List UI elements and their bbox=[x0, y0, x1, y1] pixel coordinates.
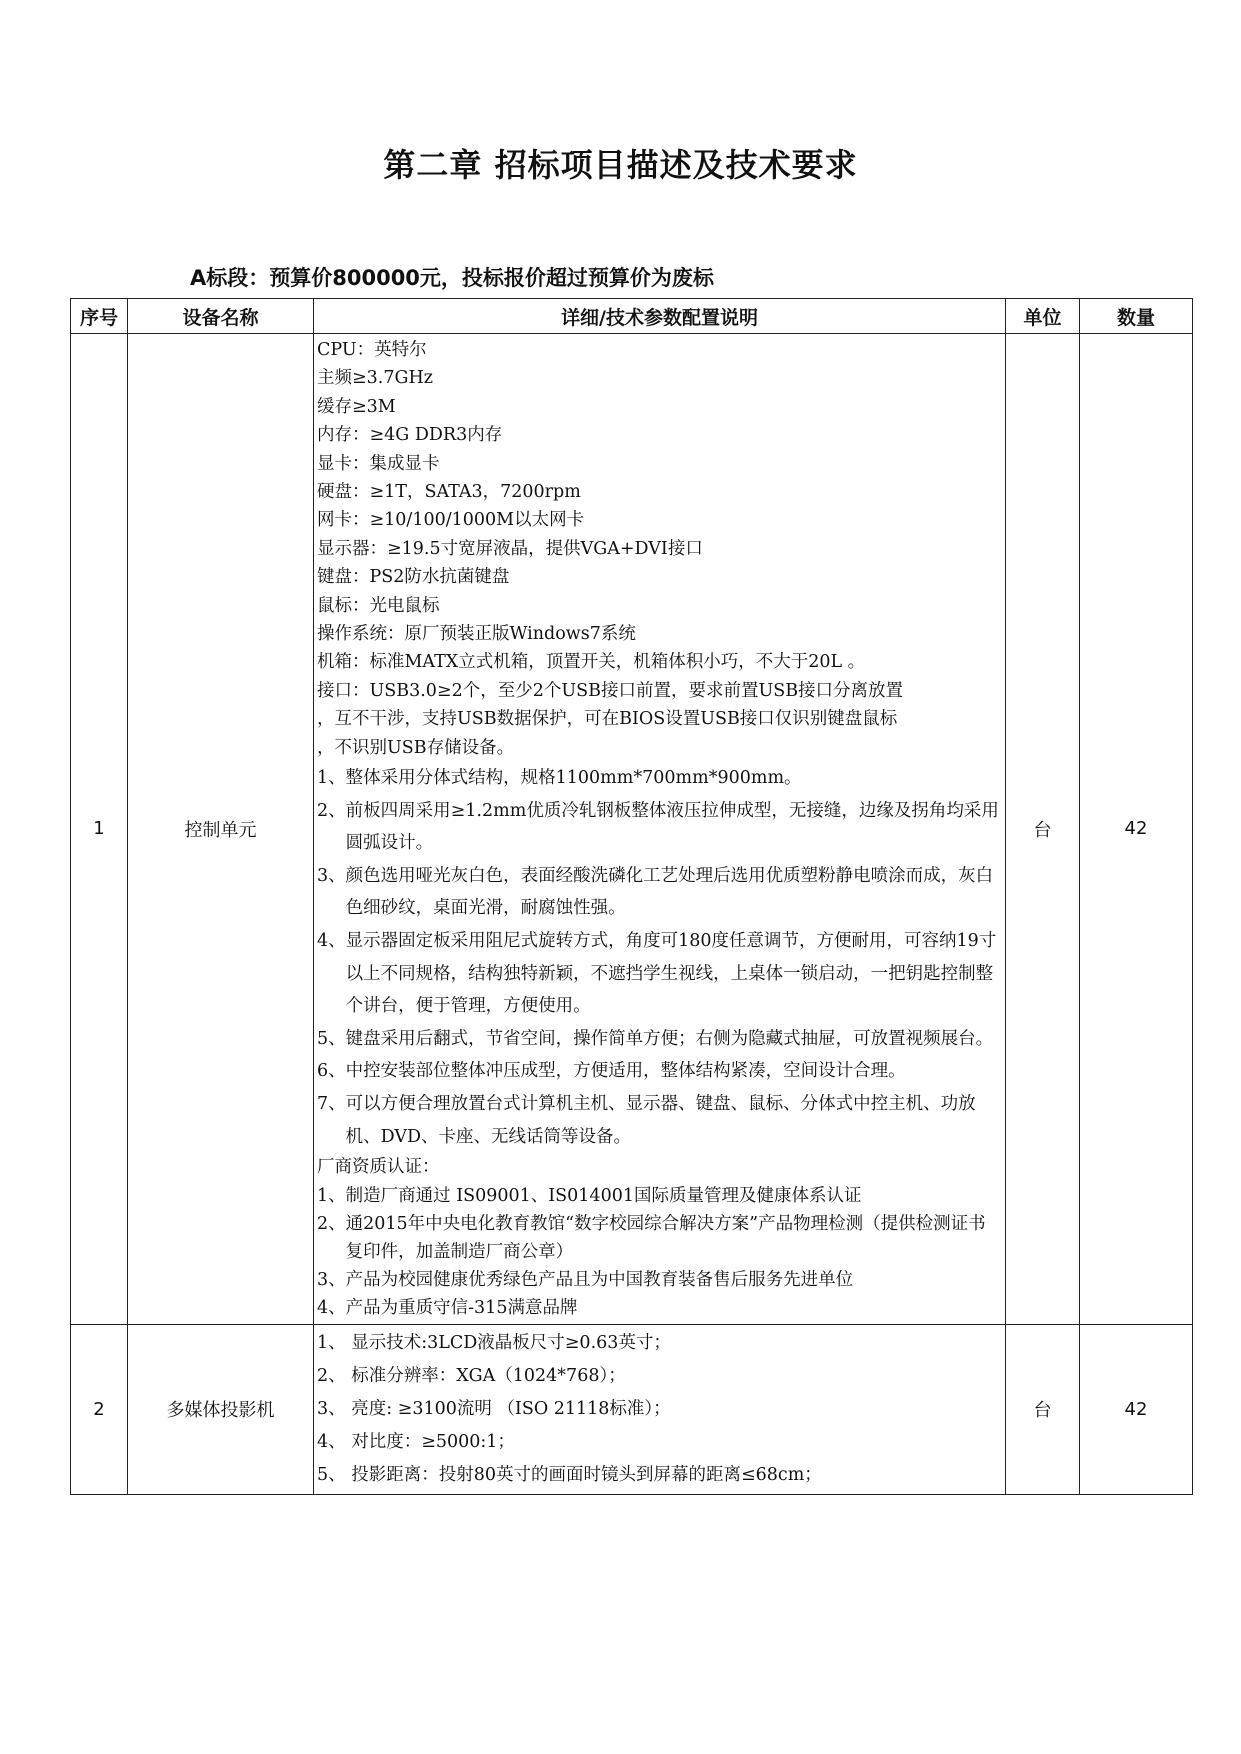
item-text: 中控安装部位整体冲压成型，方便适用，整体结构紧凑，空间设计合理。 bbox=[345, 1061, 906, 1082]
row-qty: 42 bbox=[1080, 1324, 1193, 1494]
spec-line: 4、 对比度：≥5000:1； bbox=[317, 1431, 515, 1452]
cert-text: 产品为校园健康优秀绿色产品且为中国教育装备售后服务先进单位 bbox=[345, 1269, 854, 1290]
item-text: 前板四周采用≥1.2mm优质冷轧钢板整体液压拉伸成型，无接缝，边缘及拐角均采用圆弧设计。 bbox=[345, 800, 999, 854]
usb-line: ，互不干涉，支持USB数据保护，可在BIOS设置USB接口仅识别键盘鼠标 bbox=[317, 709, 898, 730]
spec-line: 显卡：集成显卡 bbox=[317, 453, 440, 474]
cert-item bbox=[317, 1182, 1003, 1210]
header-spec: 详细/技术参数配置说明 bbox=[314, 299, 1006, 334]
list-item bbox=[317, 1055, 1003, 1088]
spec-line: 操作系统：原厂预装正版Windows7系统 bbox=[317, 624, 636, 645]
item-number: 6、 bbox=[317, 1061, 346, 1082]
spec-line: 主频≥3.7GHz bbox=[317, 368, 433, 389]
cert-item bbox=[317, 1266, 1003, 1294]
section-heading: A标段：预算价800000元，投标报价超过预算价为废标 bbox=[190, 266, 714, 290]
cert-number: 3、 bbox=[317, 1269, 346, 1290]
spec-line: 显示器：≥19.5寸宽屏液晶，提供VGA+DVI接口 bbox=[317, 538, 703, 559]
header-no: 序号 bbox=[71, 299, 128, 334]
row-no: 1 bbox=[71, 334, 128, 1325]
list-item bbox=[317, 1023, 1003, 1056]
item-number: 7、 bbox=[317, 1094, 346, 1115]
cert-number: 4、 bbox=[317, 1297, 346, 1318]
row-device-name: 多媒体投影机 bbox=[128, 1324, 314, 1494]
spec-line: 3、 亮度: ≥3100流明 （ISO 21118标准）； bbox=[317, 1398, 671, 1419]
spec-table bbox=[70, 298, 1193, 1495]
item-text: 显示器固定板采用阻尼式旋转方式，角度可180度任意调节，方便耐用，可容纳19寸以上不同规格，结构独特新颖，不遮挡学生视线，上桌体一锁启动，一把钥匙控制整个讲台，便于管理，方便使用。 bbox=[345, 931, 997, 1017]
row-unit: 台 bbox=[1006, 1324, 1080, 1494]
item-number: 3、 bbox=[317, 865, 346, 886]
list-item bbox=[317, 762, 1003, 795]
spec-line: 网卡：≥10/100/1000M以太网卡 bbox=[317, 510, 585, 531]
row-no: 2 bbox=[71, 1324, 128, 1494]
spec-line: 1、 显示技术:3LCD液晶板尺寸≥0.63英寸； bbox=[317, 1332, 671, 1353]
table-row bbox=[71, 1324, 1193, 1494]
row-spec-cell bbox=[314, 1324, 1006, 1494]
cert-text: 产品为重质守信-315满意品牌 bbox=[345, 1297, 578, 1318]
item-text: 可以方便合理放置台式计算机主机、显示器、键盘、鼠标、分体式中控主机、功放机、DVD、卡座、无线话筒等设备。 bbox=[345, 1094, 976, 1147]
item-number: 1、 bbox=[317, 768, 346, 789]
header-qty: 数量 bbox=[1080, 299, 1193, 334]
spec-line: 内存：≥4G DDR3内存 bbox=[317, 425, 503, 446]
header-device-name: 设备名称 bbox=[128, 299, 314, 334]
table-row bbox=[71, 334, 1193, 1325]
usb-line: 接口：USB3.0≥2个，至少2个USB接口前置，要求前置USB接口分离放置 bbox=[317, 680, 904, 701]
spec-line: 缓存≥3M bbox=[317, 396, 396, 417]
cert-number: 2、 bbox=[317, 1213, 346, 1234]
cert-number: 1、 bbox=[317, 1185, 346, 1206]
item-number: 2、 bbox=[317, 800, 346, 821]
row-unit: 台 bbox=[1006, 334, 1080, 1325]
list-item bbox=[317, 860, 1003, 925]
cert-item bbox=[317, 1210, 1003, 1266]
cert-item bbox=[317, 1294, 1003, 1322]
row-spec-cell bbox=[314, 334, 1006, 1325]
cert-heading: 厂商资质认证： bbox=[317, 1157, 440, 1178]
cert-text: 通2015年中央电化教育教馆“数字校园综合解决方案”产品物理检测（提供检测证书复印件，加盖制造厂商公章） bbox=[345, 1213, 986, 1262]
header-unit: 单位 bbox=[1006, 299, 1080, 334]
spec-line: 键盘：PS2防水抗菌键盘 bbox=[317, 567, 510, 588]
row-qty: 42 bbox=[1080, 334, 1193, 1325]
item-text: 颜色选用哑光灰白色，表面经酸洗磷化工艺处理后选用优质塑粉静电喷涂而成，灰白色细砂纹，桌面光滑，耐腐蚀性强。 bbox=[345, 865, 994, 919]
item-number: 4、 bbox=[317, 931, 346, 952]
spec-line: CPU：英特尔 bbox=[317, 340, 427, 360]
spec-line: 硬盘：≥1T，SATA3，7200rpm bbox=[317, 482, 581, 503]
item-text: 键盘采用后翻式，节省空间，操作简单方便；右侧为隐藏式抽屉，可放置视频展台。 bbox=[345, 1028, 994, 1049]
table-header-row bbox=[71, 299, 1193, 334]
spec-line: 2、 标准分辨率：XGA（1024*768）； bbox=[317, 1365, 626, 1386]
chapter-title: 第二章 招标项目描述及技术要求 bbox=[383, 146, 858, 184]
spec-line: 鼠标：光电鼠标 bbox=[317, 595, 440, 616]
item-text: 整体采用分体式结构，规格1100mm*700mm*900mm。 bbox=[345, 768, 802, 789]
spec-line: 5、 投影距离：投射80英寸的画面时镜头到屏幕的距离≤68cm； bbox=[317, 1464, 822, 1485]
item-number: 5、 bbox=[317, 1028, 346, 1049]
cert-text: 制造厂商通过 IS09001、IS014001国际质量管理及健康体系认证 bbox=[345, 1185, 862, 1206]
row-device-name: 控制单元 bbox=[128, 334, 314, 1325]
list-item bbox=[317, 1088, 1003, 1153]
list-item bbox=[317, 925, 1003, 1023]
list-item bbox=[317, 795, 1003, 860]
spec-line: 机箱：标准MATX立式机箱，顶置开关，机箱体积小巧，不大于20L 。 bbox=[317, 652, 866, 673]
usb-line: ，不识别USB存储设备。 bbox=[317, 737, 515, 758]
